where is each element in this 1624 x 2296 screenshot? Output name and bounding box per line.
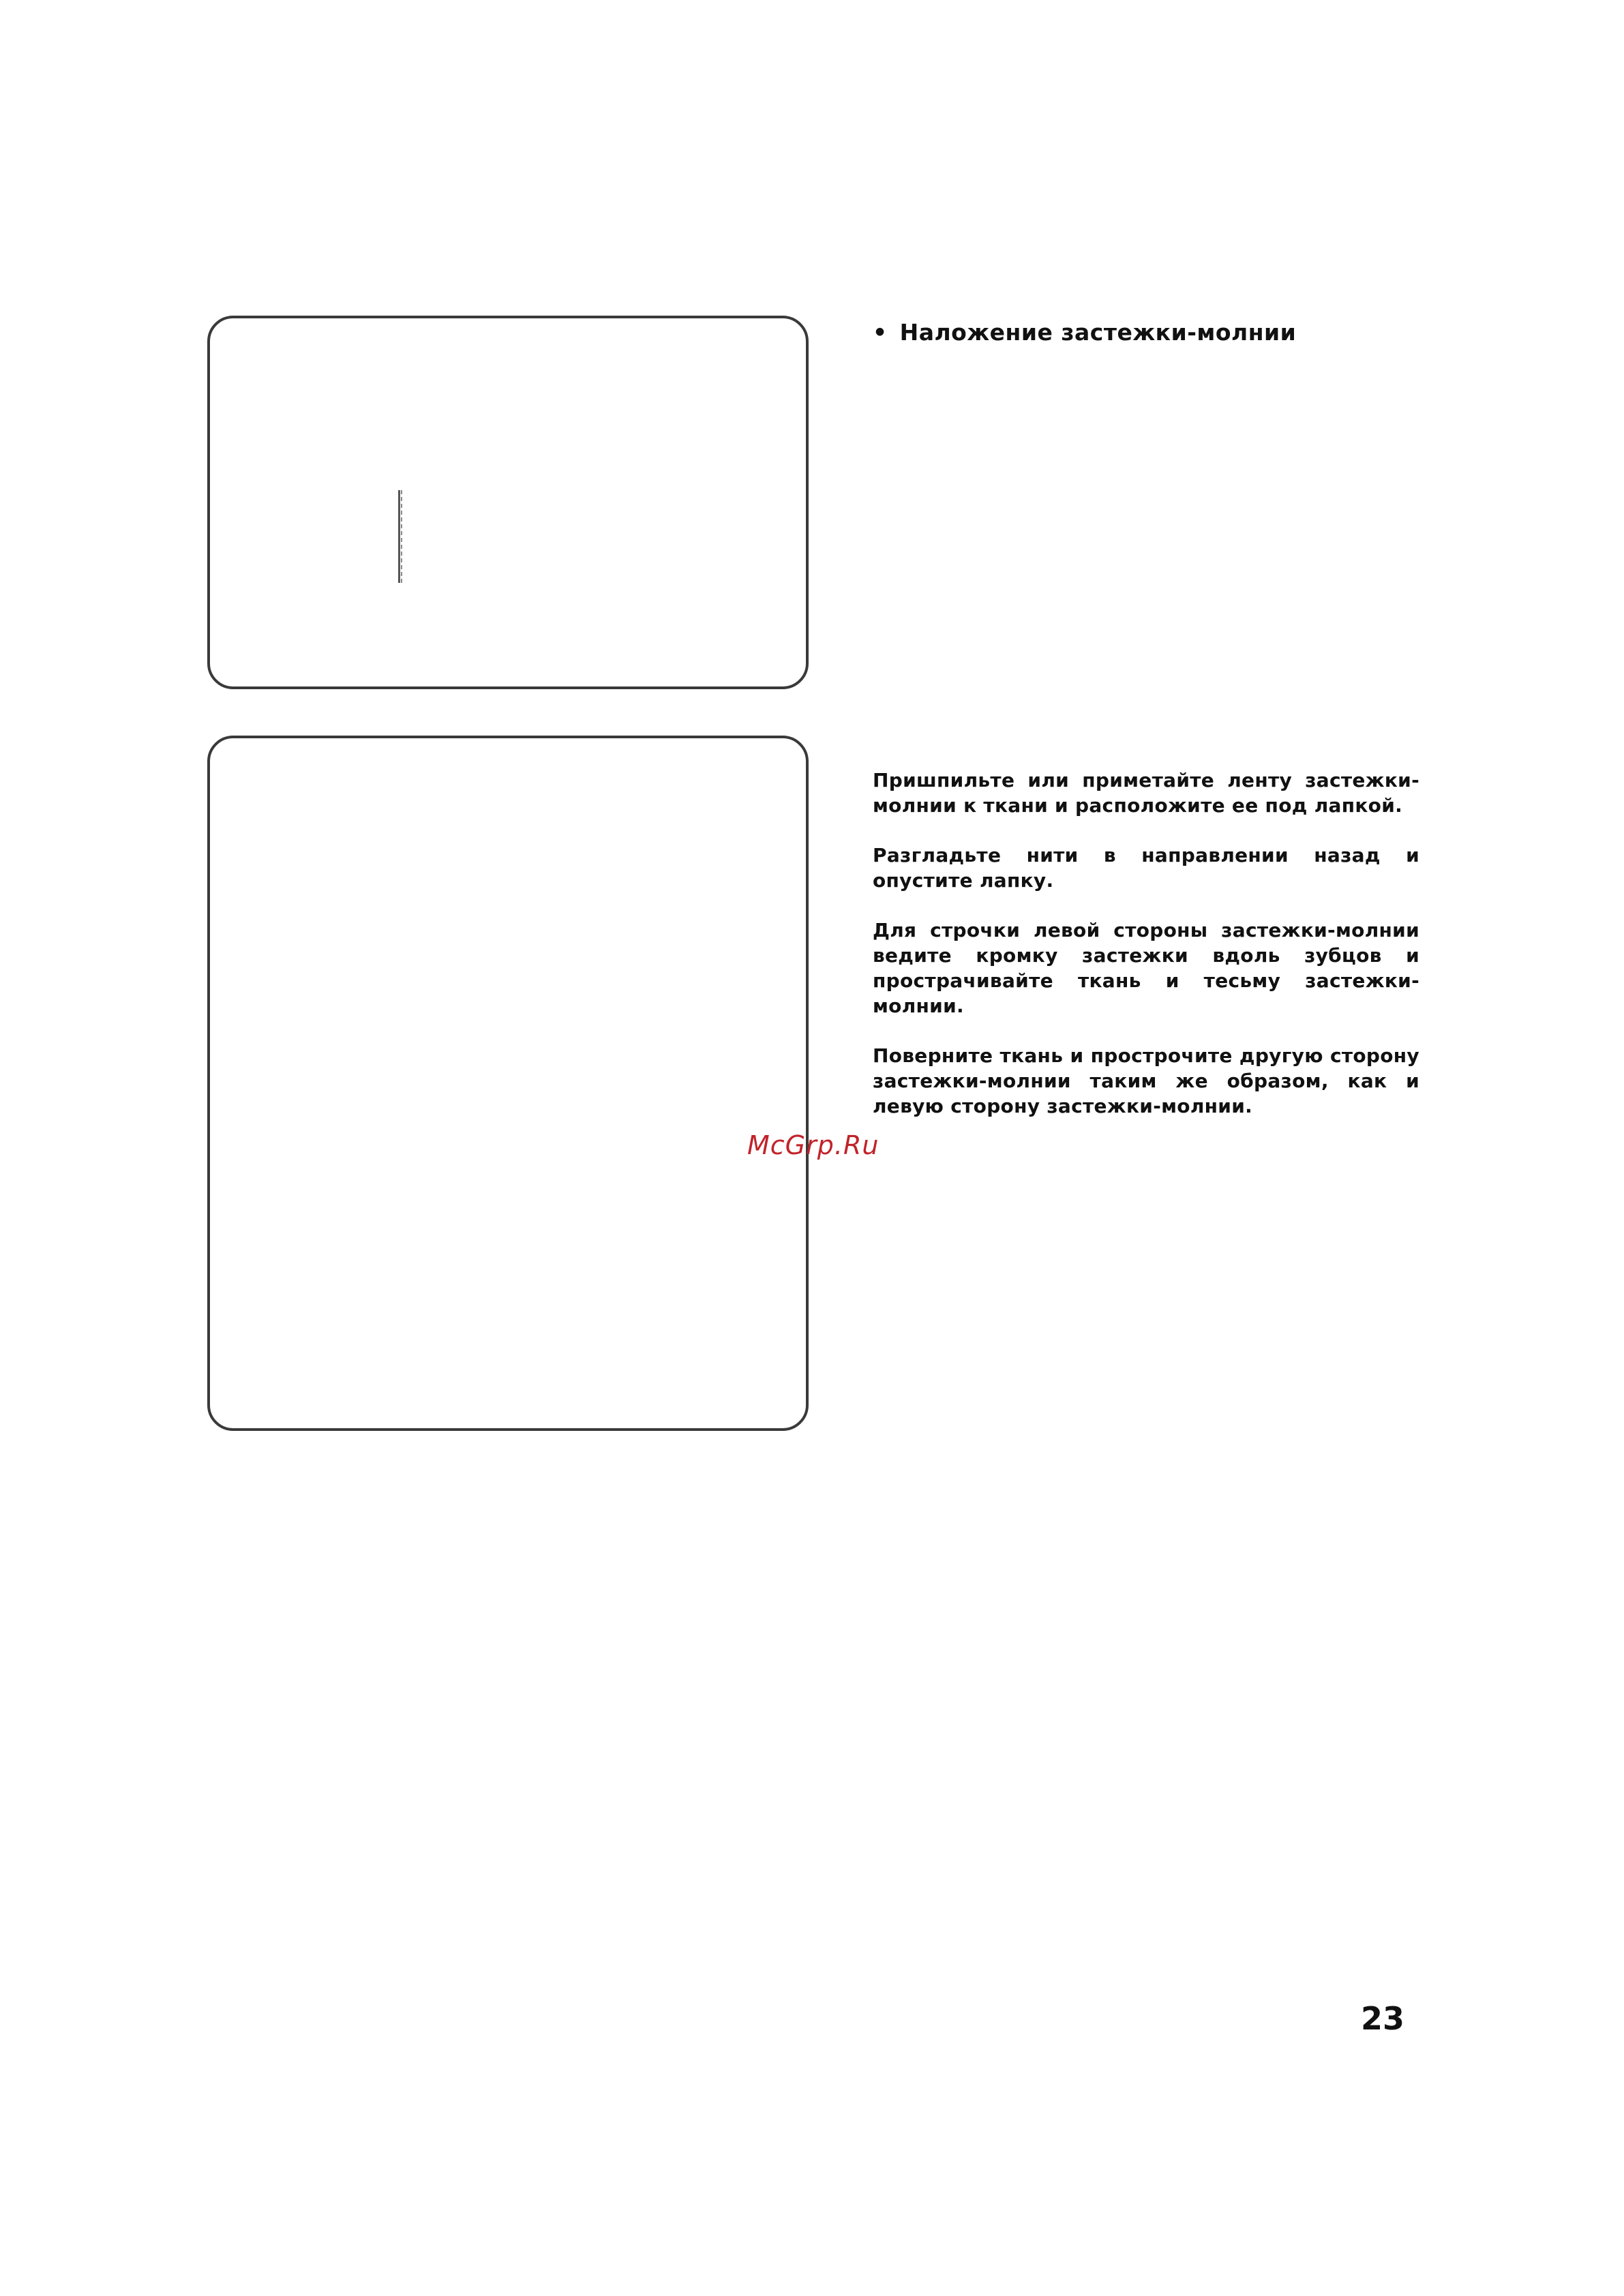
instruction-paragraph: Поверните ткань и прострочите другую сторону застежки-молнии таким же образом, как и левую сторону застежки-молнии.	[873, 1044, 1419, 1117]
watermark: McGrp.Ru	[747, 1130, 879, 1160]
zipper-stitch-mark	[398, 490, 402, 583]
section-heading-text: Наложение застежки-молнии	[899, 319, 1297, 346]
instructions-text	[873, 768, 1419, 1143]
illustration-frame-bottom	[207, 736, 809, 1431]
bullet-icon: •	[873, 319, 888, 346]
instruction-paragraph: Для строчки левой стороны застежки-молнии ведите кромку застежки вдоль зубцов и прострачивайте ткань и тесьму застежки-молнии.	[873, 919, 1419, 1017]
section-heading	[873, 319, 1296, 346]
illustration-frame-top	[207, 316, 809, 689]
instruction-paragraph: Разгладьте нити в направлении назад и опустите лапку.	[873, 844, 1419, 892]
page-number: 23	[1361, 2000, 1405, 2037]
instruction-paragraph: Пришпильте или приметайте ленту застежки-молнии к ткани и расположите ее под лапкой.	[873, 769, 1419, 817]
